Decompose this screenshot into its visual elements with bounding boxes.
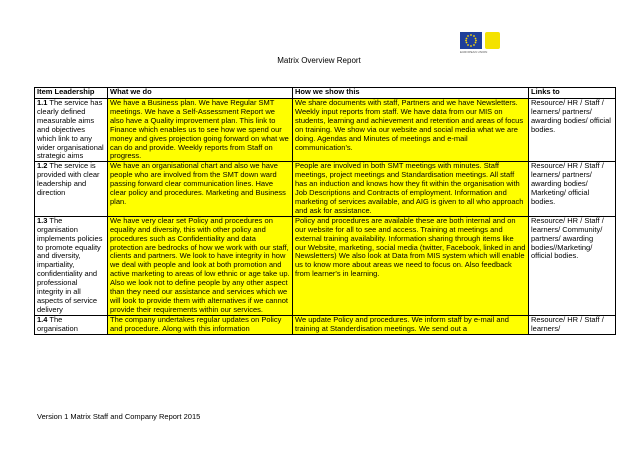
item-cell (35, 162, 108, 216)
how-cell: Policy and procedures are available these are both internal and on our website for all to see and access. Training at meetings and external training availability. Information sharing through items like our Website, marketing, social media (twitter, Facebook, linked in and Newsletters) We also look at Data from MIS system which will enable us to know more about areas we need to focus on. Also feedback from learner's in learning. (293, 216, 529, 315)
page-title: Matrix Overview Report (277, 56, 361, 65)
item-number: 1.4 (37, 314, 48, 324)
how-cell: People are involved in both SMT meetings with minutes. Staff meetings, project meetings and Standardisation meetings. All staff has an induction and knows how they fit within the organisation with Job Descriptions and Contracts of employment. Information and marketing of services available, and AIG is given to all who approach and ask for assistance. (293, 162, 529, 216)
column-header-links: Links to (529, 88, 616, 99)
table-header-row (35, 88, 616, 99)
links-cell: Resource/ HR / Staff / learners/ partners/ awarding bodies/ official bodies. (529, 99, 616, 162)
item-cell (35, 216, 108, 315)
item-number: 1.2 (37, 161, 48, 171)
table-row (35, 99, 616, 162)
column-header-how: How we show this (293, 88, 529, 99)
seal-icon (485, 32, 500, 49)
what-cell: We have an organisational chart and also we have people who are involved from the SMT down ward passing forward clear communication lines. Have clear policy and procedures. Marketing and Business plan. (108, 162, 293, 216)
what-cell: We have a Business plan. We have Regular SMT meetings. We have a Self-Assessment Report we also have a Quality improvement plan. This link to Finance which enables us to see how we spend our money and gives projection going forward on what we can do and provide. Weekly reports from Staff on progress. (108, 99, 293, 162)
links-cell: Resource/ HR / Staff / learners/ (529, 315, 616, 334)
item-text: The service has clearly defined measurable aims and objectives which link to any wider organisational strategic aims (37, 98, 104, 161)
item-cell (35, 315, 108, 334)
table-row (35, 162, 616, 216)
logo-caption: EUROPEAN UNION (460, 50, 488, 54)
links-cell: Resource/ HR / Staff / learners/ Community/ partners/ awarding bodies//Marketing/ official bodies. (529, 216, 616, 315)
what-cell: The company undertakes regular updates on Policy and procedure. Along with this information (108, 315, 293, 334)
page-footer: Version 1 Matrix Staff and Company Report 2015 (37, 412, 201, 421)
column-header-what: What we do (108, 88, 293, 99)
eu-flag-icon (460, 32, 482, 49)
table-row (35, 216, 616, 315)
links-cell: Resource/ HR / Staff / learners/ partners/ awarding bodies/ Marketing/ official bodies. (529, 162, 616, 216)
item-number: 1.3 (37, 215, 48, 225)
table-row (35, 315, 616, 334)
what-cell: We have very clear set Policy and procedures on equality and diversity, this with other policy and procedures such as Confidentiality and data protection are bedrocks of how we work with our staff, clients and partners. We look to have integrity in how we deal with people and look at both promotion and active marketing to areas of low ethnic or age take up. Also we look not to define people by any other aspect than they need our assistance and services which we will look to provide them with alternatives if we cannot provide their requirements within our services. (108, 216, 293, 315)
column-header-item: Item Leadership (35, 88, 108, 99)
item-number: 1.1 (37, 98, 48, 107)
item-text: The organisation (37, 314, 78, 333)
how-cell: We share documents with staff, Partners and we have Newsletters. Weekly input reports from staff. We have data from our MIS on students, learning and achievement and retention and areas of focus on training. We show via our website and social media what we are doing. Agendas and Minutes of meetings and e-mail communication's. (293, 99, 529, 162)
how-cell: We update Policy and procedures. We inform staff by e-mail and training at Standerdisation meetings. We send out a (293, 315, 529, 334)
item-text: The service is provided with clear leadership and direction (37, 161, 100, 198)
matrix-table (34, 87, 616, 335)
item-text: The organisation implements policies to promote equality and diversity, impartiality, confidentiality and professional integrity in all aspects of service delivery (37, 215, 103, 314)
item-cell (35, 99, 108, 162)
